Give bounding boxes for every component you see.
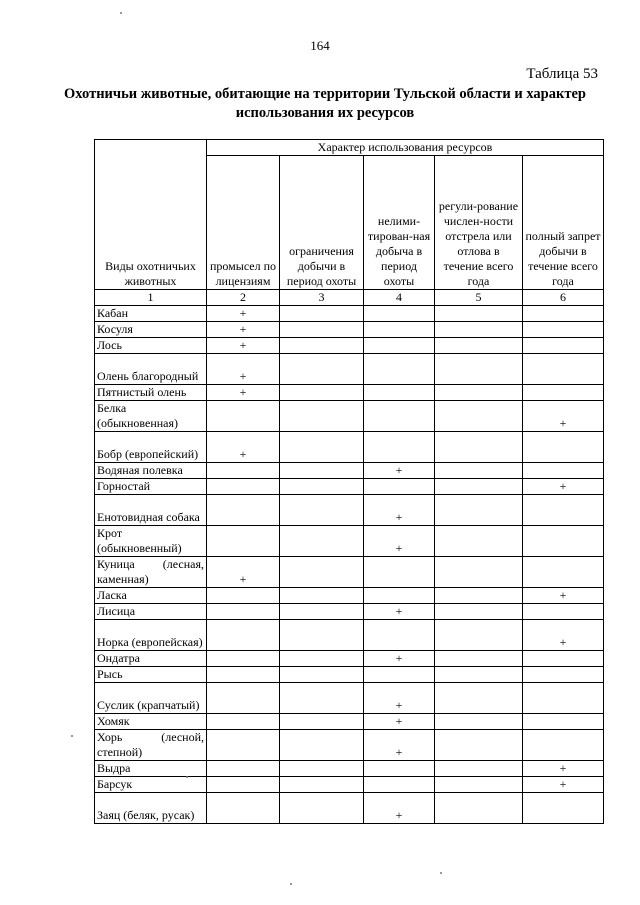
empty-cell <box>435 557 523 588</box>
empty-cell <box>364 354 435 385</box>
plus-mark-cell: + <box>364 463 435 479</box>
species-name: Бобр (европейский) <box>95 432 207 463</box>
empty-cell <box>207 604 280 620</box>
column-header-licensed-hunting: промысел по лицензиям <box>207 156 280 290</box>
plus-mark-cell: + <box>364 604 435 620</box>
scan-speck <box>71 735 73 737</box>
empty-cell <box>435 322 523 338</box>
empty-cell <box>523 793 604 824</box>
empty-cell <box>435 401 523 432</box>
empty-cell <box>523 730 604 761</box>
species-table <box>94 139 604 824</box>
plus-mark-cell: + <box>364 526 435 557</box>
species-name: Пятнистый олень <box>95 385 207 401</box>
table-row <box>95 306 604 322</box>
empty-cell <box>364 588 435 604</box>
empty-cell <box>364 385 435 401</box>
column-header-full-ban: полный запрет добычи в течение всего года <box>523 156 604 290</box>
empty-cell <box>207 479 280 495</box>
empty-cell <box>207 401 280 432</box>
table-row <box>95 463 604 479</box>
empty-cell <box>435 683 523 714</box>
plus-mark-cell: + <box>207 338 280 354</box>
empty-cell <box>364 401 435 432</box>
empty-cell <box>435 385 523 401</box>
species-name: Косуля <box>95 322 207 338</box>
species-name: Крот (обыкновенный) <box>95 526 207 557</box>
empty-cell <box>435 651 523 667</box>
empty-cell <box>523 338 604 354</box>
table-row <box>95 714 604 730</box>
species-name: Заяц (беляк, русак) <box>95 793 207 824</box>
table-row <box>95 761 604 777</box>
species-name: Норка (европейская) <box>95 620 207 651</box>
empty-cell <box>280 557 364 588</box>
table-row <box>95 793 604 824</box>
plus-mark-cell: + <box>523 479 604 495</box>
plus-mark-cell: + <box>523 777 604 793</box>
plus-mark-cell: + <box>207 432 280 463</box>
empty-cell <box>435 526 523 557</box>
species-name: Енотовидная собака <box>95 495 207 526</box>
empty-cell <box>280 463 364 479</box>
empty-cell <box>364 620 435 651</box>
empty-cell <box>280 495 364 526</box>
species-name: Лисица <box>95 604 207 620</box>
empty-cell <box>364 306 435 322</box>
column-header-population-regulation: регули-рование числен-ности отстрела или отлова в течение всего года <box>435 156 523 290</box>
empty-cell <box>207 667 280 683</box>
empty-cell <box>207 620 280 651</box>
column-number: 4 <box>364 290 435 306</box>
species-name: Рысь <box>95 667 207 683</box>
plus-mark-cell: + <box>523 401 604 432</box>
empty-cell <box>280 777 364 793</box>
species-name: Куница (лесная, каменная) <box>95 557 207 588</box>
empty-cell <box>280 604 364 620</box>
table-row <box>95 385 604 401</box>
empty-cell <box>523 306 604 322</box>
species-name: Выдра <box>95 761 207 777</box>
table-row <box>95 777 604 793</box>
species-name: Кабан <box>95 306 207 322</box>
empty-cell <box>280 306 364 322</box>
scan-speck <box>440 872 442 874</box>
table-label: Таблица 53 <box>526 66 598 82</box>
empty-cell <box>435 495 523 526</box>
empty-cell <box>435 620 523 651</box>
empty-cell <box>435 354 523 385</box>
empty-cell <box>523 432 604 463</box>
empty-cell <box>435 667 523 683</box>
empty-cell <box>280 479 364 495</box>
empty-cell <box>364 432 435 463</box>
empty-cell <box>280 761 364 777</box>
empty-cell <box>207 714 280 730</box>
plus-mark-cell: + <box>364 495 435 526</box>
column-number: 3 <box>280 290 364 306</box>
empty-cell <box>207 463 280 479</box>
plus-mark-cell: + <box>207 306 280 322</box>
table-row <box>95 401 604 432</box>
plus-mark-cell: + <box>364 793 435 824</box>
species-name: Ласка <box>95 588 207 604</box>
empty-cell <box>280 385 364 401</box>
empty-cell <box>523 604 604 620</box>
table-row <box>95 322 604 338</box>
empty-cell <box>280 526 364 557</box>
species-name: Горностай <box>95 479 207 495</box>
table-row <box>95 354 604 385</box>
table-row <box>95 338 604 354</box>
table-row <box>95 588 604 604</box>
table-row <box>95 667 604 683</box>
empty-cell <box>280 651 364 667</box>
species-name: Хорь (лесной, степной) <box>95 730 207 761</box>
empty-cell <box>207 683 280 714</box>
empty-cell <box>435 306 523 322</box>
empty-cell <box>364 479 435 495</box>
species-name: Лось <box>95 338 207 354</box>
scan-speck <box>290 883 292 885</box>
empty-cell <box>523 683 604 714</box>
empty-cell <box>207 526 280 557</box>
table-title: Охотничьи животные, обитающие на территории Тульской области и характер использования их ресурсов <box>64 86 586 121</box>
empty-cell <box>435 730 523 761</box>
empty-cell <box>523 526 604 557</box>
species-name: Суслик (крапчатый) <box>95 683 207 714</box>
empty-cell <box>207 777 280 793</box>
table-row <box>95 479 604 495</box>
empty-cell <box>207 495 280 526</box>
empty-cell <box>280 620 364 651</box>
plus-mark-cell: + <box>207 385 280 401</box>
plus-mark-cell: + <box>207 322 280 338</box>
empty-cell <box>364 667 435 683</box>
empty-cell <box>280 667 364 683</box>
empty-cell <box>280 714 364 730</box>
table-row <box>95 683 604 714</box>
empty-cell <box>207 793 280 824</box>
table-row <box>95 557 604 588</box>
empty-cell <box>523 463 604 479</box>
empty-cell <box>523 651 604 667</box>
empty-cell <box>435 338 523 354</box>
plus-mark-cell: + <box>523 761 604 777</box>
empty-cell <box>280 354 364 385</box>
empty-cell <box>435 777 523 793</box>
table-row <box>95 604 604 620</box>
empty-cell <box>435 604 523 620</box>
empty-cell <box>280 338 364 354</box>
species-name: Барсук <box>95 777 207 793</box>
species-name: Хомяк <box>95 714 207 730</box>
table-row <box>95 432 604 463</box>
empty-cell <box>207 761 280 777</box>
scan-speck <box>120 12 122 14</box>
empty-cell <box>207 588 280 604</box>
species-name: Олень благородный <box>95 354 207 385</box>
empty-cell <box>435 761 523 777</box>
species-column-header: Виды охотничьих животных <box>95 140 207 290</box>
empty-cell <box>523 322 604 338</box>
empty-cell <box>435 463 523 479</box>
empty-cell <box>280 322 364 338</box>
empty-cell <box>435 479 523 495</box>
species-name: Ондатра <box>95 651 207 667</box>
empty-cell <box>364 761 435 777</box>
plus-mark-cell: + <box>364 683 435 714</box>
empty-cell <box>435 588 523 604</box>
empty-cell <box>207 651 280 667</box>
empty-cell <box>523 714 604 730</box>
column-number: 1 <box>95 290 207 306</box>
plus-mark-cell: + <box>364 651 435 667</box>
empty-cell <box>523 557 604 588</box>
table-body <box>95 306 604 824</box>
empty-cell <box>364 777 435 793</box>
species-name: Белка (обыкновенная) <box>95 401 207 432</box>
plus-mark-cell: + <box>523 588 604 604</box>
page-number: 164 <box>310 38 330 53</box>
table-row <box>95 620 604 651</box>
empty-cell <box>207 730 280 761</box>
empty-cell <box>364 322 435 338</box>
empty-cell <box>280 401 364 432</box>
column-header-limited-take: ограничения добычи в период охоты <box>280 156 364 290</box>
species-name: Водяная полевка <box>95 463 207 479</box>
empty-cell <box>523 354 604 385</box>
empty-cell <box>280 588 364 604</box>
plus-mark-cell: + <box>364 714 435 730</box>
plus-mark-cell: + <box>207 557 280 588</box>
empty-cell <box>280 793 364 824</box>
empty-cell <box>435 714 523 730</box>
empty-cell <box>280 432 364 463</box>
empty-cell <box>523 495 604 526</box>
empty-cell <box>280 683 364 714</box>
usage-group-header: Характер использования ресурсов <box>207 140 604 156</box>
column-header-unlimited-take: нелими-тирован-ная добыча в период охоты <box>364 156 435 290</box>
column-number: 6 <box>523 290 604 306</box>
empty-cell <box>364 557 435 588</box>
plus-mark-cell: + <box>523 620 604 651</box>
empty-cell <box>280 730 364 761</box>
empty-cell <box>523 667 604 683</box>
column-number: 2 <box>207 290 280 306</box>
scan-speck <box>186 776 188 778</box>
table-row <box>95 495 604 526</box>
empty-cell <box>364 338 435 354</box>
table-row <box>95 730 604 761</box>
column-number: 5 <box>435 290 523 306</box>
empty-cell <box>435 793 523 824</box>
empty-cell <box>523 385 604 401</box>
table-row <box>95 651 604 667</box>
table-row <box>95 526 604 557</box>
empty-cell <box>435 432 523 463</box>
plus-mark-cell: + <box>207 354 280 385</box>
plus-mark-cell: + <box>364 730 435 761</box>
